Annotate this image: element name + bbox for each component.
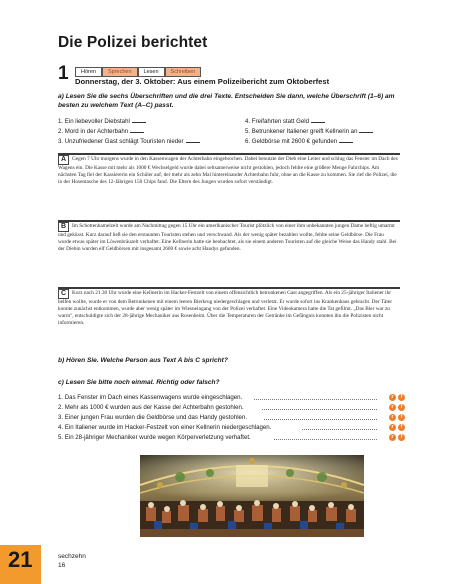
headline-item: 3. Unzufriedener Gast schlägt Touristen nieder (58, 137, 200, 147)
headline-list-left (58, 117, 200, 146)
richtig-circle[interactable]: r (389, 394, 396, 401)
page-number: 21 (8, 547, 33, 572)
skill-tag-hoeren: Hören (75, 67, 102, 77)
statement-row: 4. Ein Italiener wurde im Hacker-Festzelt von einer Kellnerin niedergeschlagen. r f (58, 423, 403, 433)
page-title: Die Polizei berichtet (58, 34, 208, 51)
task-a-instruction: a) Lesen Sie die sechs Überschriften und die drei Texte. Entscheiden Sie dann, welche Überschrift (1–6) am besten zu welchem Text (A–C) passt. (58, 93, 395, 109)
falsch-circle[interactable]: f (398, 404, 405, 411)
statement-row: 2. Mehr als 1000 € wurden aus der Kasse der Achterbahn gestohlen. r f (58, 403, 403, 413)
true-false-statements (58, 393, 403, 443)
falsch-circle[interactable]: f (398, 414, 405, 421)
tent-photo-illustration (140, 455, 364, 537)
statement-row: 1. Das Fenster im Dach eines Kassenwagens wurde eingeschlagen. r f (58, 393, 403, 403)
section-subtitle: Donnerstag, der 3. Oktober: Aus einem Polizeibericht zum Oktoberfest (75, 77, 330, 86)
text-a-letter: A (58, 155, 69, 165)
headline-item: 2. Mord in der Achterbahn (58, 127, 200, 137)
page-number-words: sechzehn 16 (58, 553, 86, 569)
section-number: 1 (58, 63, 69, 84)
task-c-instruction: c) Lesen Sie bitte noch einmal. Richtig oder falsch? (58, 379, 220, 386)
answer-blank[interactable] (311, 117, 325, 123)
falsch-circle[interactable]: f (398, 424, 405, 431)
skill-tag-sprechen: Sprechen (102, 67, 138, 77)
headline-list-right (245, 117, 373, 146)
text-a-body: Gegen 7 Uhr morgens wurde in den Kassenwagen der Achterbahn eingebrochen. Dabei benutzte der Dieb eine Leiter und schlug das Fenster im Dach des Wagens ein. Die Kasse mit mehr als 1000 € Wechselgeld wurde dabei seltsamerweise nicht gestohlen, jedoch fehlte eine größere Menge Fahrchips. Am nächsten Tag fiel der Kassiererin ein Schüler auf, der mehr als zehn Mal hintereinander Achterbahn fuhr, ohne an die Kasse zu kommen. Sie rief die Polizei, die in der Hosentasche des 12-Jährigen 150 Chips fand. Die Eltern des Jungen wurden sofort verständigt. (58, 156, 398, 186)
answer-blank[interactable] (359, 127, 373, 133)
task-b-instruction: b) Hören Sie. Welche Person aus Text A bis C spricht? (58, 357, 228, 364)
headline-item: 5. Betrunkener Italiener greift Kellnerin an (245, 127, 373, 137)
text-b-body: Im Schottenhamelzelt wurde am Nachmittag gegen 15 Uhr ein amerikanischer Tourist plötzlich von einer ihm unbekannten jungen Dame heftig umarmt und geküsst. Kurz darauf ließ sie den erstaunten Touristen stehen und verschwand. Als der wenig später bezahlen wollte, fehlte seine Geldbörse. Die Frau wurde etwas später im Löwenbräuzelt verhaftet. Eine Kellnerin hatte sie beobachtet, als sie einem anderen Touristen auf die gleiche Weise das Handy stahl. Bei der Diebin wurden elf Geldbörsen mit insgesamt 2600 € sowie acht Handys gefunden. (58, 223, 397, 253)
headline-item: 4. Freifahrten statt Geld (245, 117, 373, 127)
answer-blank[interactable] (132, 117, 146, 123)
falsch-circle[interactable]: f (398, 394, 405, 401)
answer-blank[interactable] (130, 127, 144, 133)
text-c-letter: C (58, 289, 69, 299)
oktoberfest-tent-photo (140, 455, 364, 537)
text-a (58, 155, 398, 186)
statement-row: 5. Ein 28-jähriger Mechaniker wurde wegen Körperverletzung verhaftet. r f (58, 433, 403, 443)
text-b-letter: B (58, 222, 69, 232)
falsch-circle[interactable]: f (398, 434, 405, 441)
richtig-circle[interactable]: r (389, 434, 396, 441)
text-b (58, 222, 398, 253)
headline-item: 1. Ein liebevoller Diebstahl (58, 117, 200, 127)
richtig-circle[interactable]: r (389, 404, 396, 411)
answer-blank[interactable] (186, 137, 200, 143)
skill-tag-lesen: Lesen (138, 67, 165, 77)
skill-tag-schreiben: Schreiben (165, 67, 202, 77)
richtig-circle[interactable]: r (389, 414, 396, 421)
skill-tags (75, 67, 201, 77)
headline-item: 6. Geldbörse mit 2600 € gefunden (245, 137, 373, 147)
text-c (58, 289, 398, 327)
answer-blank[interactable] (339, 137, 353, 143)
statement-row: 3. Einer jungen Frau wurden die Geldbörse und das Handy gestohlen. r f (58, 413, 403, 423)
text-c-body: Kurz nach 21.30 Uhr wurde eine Kellnerin im Hacker-Festzelt von einem offensichtlich betrunkenen Gast angegriffen. Als ein 25-jähriger Italiener ihr helfen wollte, wurde er von dem Betrunkenen mit einem leeren Bierkrug niedergeschlagen und verletzt. Er wurde sofort ins Krankenhaus gebracht. Der Täter konnte zunächst entkommen, wurde aber wenig später im Wiesneingang von der Polizei verhaftet. Eine Videokamera hatte die Tat gefilmt. „Das Bier war zu warm", entschuldigte sich der 28-jährige Mechaniker aus Rosenheim. Über die Temperaturen der Getränke im Gefängnis konnten ihn die Polizisten nicht informieren. (58, 290, 392, 327)
richtig-circle[interactable]: r (389, 424, 396, 431)
